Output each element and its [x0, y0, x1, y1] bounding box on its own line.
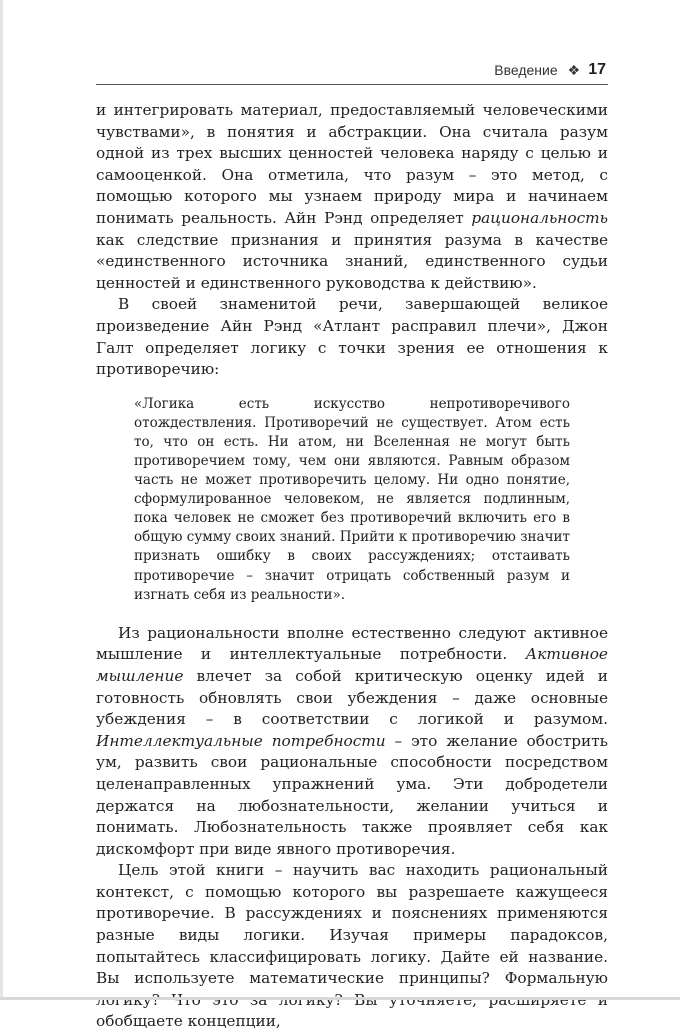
page-left-edge	[0, 0, 3, 1000]
term-intellectual-needs: Интеллектуальные потребности	[96, 731, 386, 750]
term-rationality: рациональность	[471, 208, 608, 227]
paragraph-1-text-b: как следствие признания и принятия разума в качестве «единственного источника знаний, единственного судьи ценностей и единственного руководства к действию».	[96, 230, 608, 292]
paragraph-1	[96, 100, 608, 294]
paragraph-4: Цель этой книги – научить вас находить рациональный контекст, с помощью которого вы разрешаете кажущееся противоречие. В рассуждениях и пояснениях применяются разные виды логики. Изучая примеры парадоксов, попытайтесь классифицировать логику. Дайте ей название. Вы используете математические принципы? Формальную обобщаете концепции,	[96, 861, 608, 1031]
paragraph-1-text-a: и интегрировать материал, предоставляемый человеческими чувствами», в понятия и абстракции. Она считала разум одной из трех высших ценностей человека наряду с целью и самооценкой. Она отметила, что разум – это метод, с помощью которого мы узнаем природу мира и начинаем понимать реальность. Айн Рэнд определяет	[96, 101, 608, 227]
paragraph-3-text-b: влечет за собой критическую оценку идей и готовность обновлять свои убеждения – даже основные убеждения – в соответствии с логикой и разумом.	[96, 666, 608, 729]
paragraph-3	[96, 623, 608, 861]
paragraph-3-text-a: Из рациональности вполне естественно следуют активное мышление и интеллектуальные потребности.	[96, 623, 608, 664]
block-quote	[134, 395, 570, 605]
paragraph-3-text-c: – это желание обострить ум, развить свои рациональные способности посредством целенаправленных упражнений ума. Эти добродетели держатся на любознательности, желании учиться и понимать. Любознательность также проявляет себя как дискомфорт при виде явного противоречия.	[96, 731, 608, 858]
page-number: 17	[588, 61, 606, 78]
term-active-thinking: Активное мышление	[96, 645, 608, 685]
page-body	[96, 100, 608, 1033]
paragraph-2: В своей знаменитой речи, завершающей великое произведение Айн Рэнд «Атлант расправил плечи», Джон Галт определяет логику с точки зрения ее отношения к противоречию:	[96, 295, 608, 379]
ornament-icon: ❖	[567, 62, 581, 78]
running-header	[96, 60, 608, 85]
quote-text: «Логика есть искусство непротиворечивого отождествления. Противоречий не существует. Атом есть то, что он есть. Ни атом, ни Вселенная не могут быть противоречием тому, чем они являются. Равным образом часть не может противоречить целому. Ни одно понятие, сформулированное человеком, не является подлинным, пока человек не сможет без противоречий включить его в общую сумму своих знаний. Прийти к противоречию значит признать ошибку в своих рассуждениях; отстаивать противоречие – значит отрицать собственный разум и изгнать себя из реальности».	[134, 395, 570, 603]
running-title: Введение	[494, 62, 558, 78]
